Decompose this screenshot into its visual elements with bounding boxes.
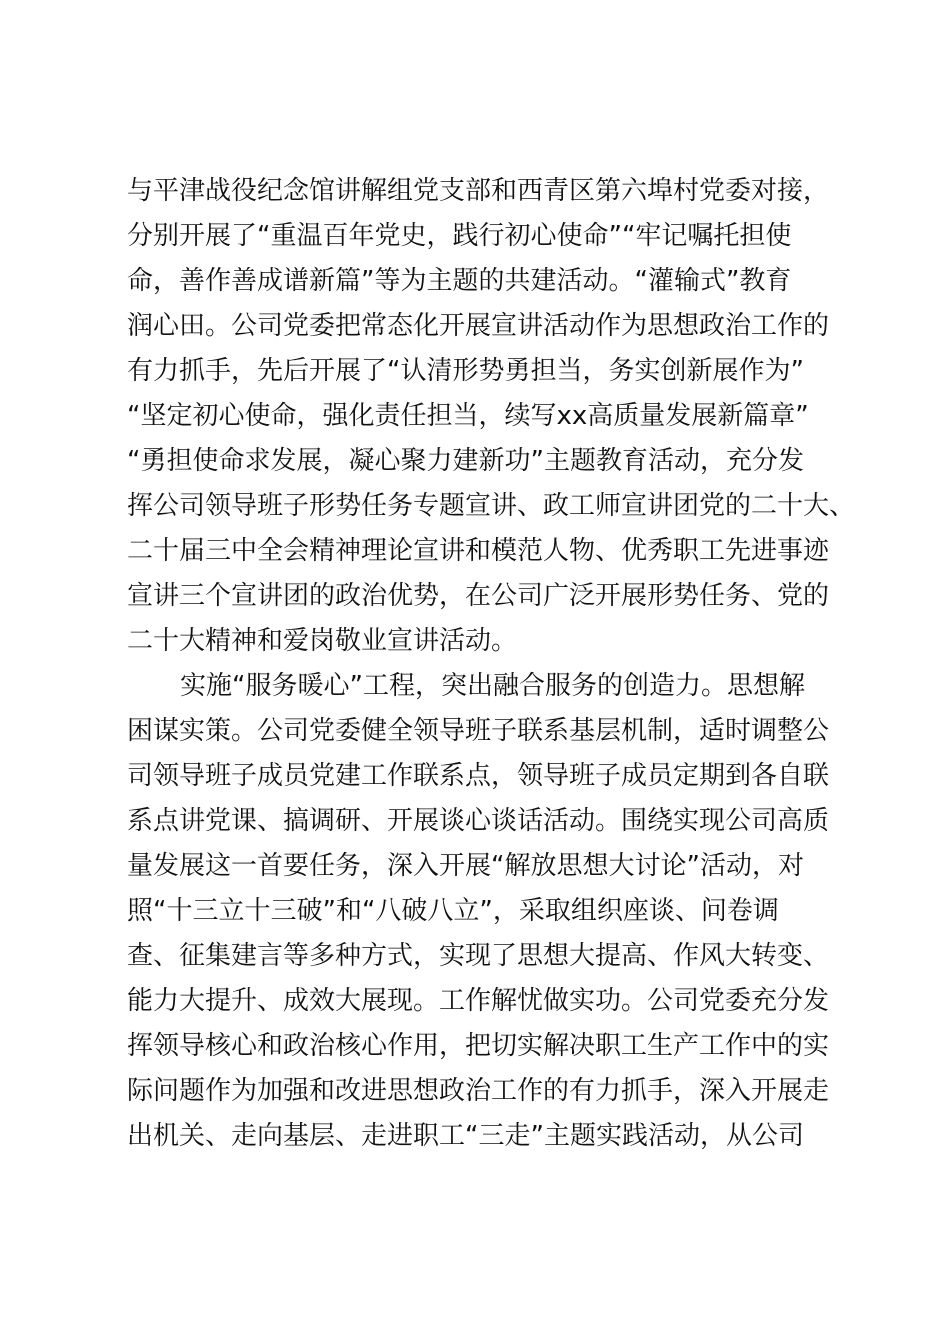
paragraph-2-line: 出机关、走向基层、走进职工“三走”主题实践活动，从公司 [127, 1121, 804, 1151]
paragraph-2-line: 量发展这一首要任务，深入开展“解放思想大讨论”活动，对 [127, 851, 804, 881]
paragraph-1-line: 挥公司领导班子形势任务专题宣讲、政工师宣讲团党的二十大、 [127, 491, 856, 521]
paragraph-1-line: 与平津战役纪念馆讲解组党支部和西青区第六埠村党委对接， [127, 176, 830, 206]
paragraph-2-line: 实施“服务暖心”工程，突出融合服务的创造力。思想解 [180, 671, 805, 701]
paragraph-2-line: 困谋实策。公司党委健全领导班子联系基层机制，适时调整公 [127, 716, 830, 746]
paragraph-1-line: 命，善作善成谱新篇”等为主题的共建活动。“灌输式”教育 [127, 266, 792, 296]
paragraph-2-line: 司领导班子成员党建工作联系点，领导班子成员定期到各自联 [127, 761, 830, 791]
paragraph-2-line: 能力大提升、成效大展现。工作解忧做实功。公司党委充分发 [127, 986, 830, 1016]
paragraph-2-line: 查、征集建言等多种方式，实现了思想大提高、作风大转变、 [127, 941, 830, 971]
paragraph-2-line: 挥领导核心和政治核心作用，把切实解决职工生产工作中的实 [127, 1031, 830, 1061]
paragraph-1-line: 分别开展了“重温百年党史，践行初心使命”“牢记嘱托担使 [127, 221, 792, 251]
paragraph-2-line: 系点讲党课、搞调研、开展谈心谈话活动。围绕实现公司高质 [127, 806, 830, 836]
paragraph-2-line: 际问题作为加强和改进思想政治工作的有力抓手，深入开展走 [127, 1076, 830, 1106]
paragraph-1-line: 二十届三中全会精神理论宣讲和模范人物、优秀职工先进事迹 [127, 536, 830, 566]
paragraph-1-line: 二十大精神和爱岗敬业宣讲活动。 [127, 626, 518, 656]
paragraph-2-line: 照“十三立十三破”和“八破八立”，采取组织座谈、问卷调 [127, 896, 779, 926]
paragraph-1-line: “坚定初心使命，强化责任担当，续写xx高质量发展新篇章” [127, 401, 809, 431]
paragraph-1-line: “勇担使命求发展，凝心聚力建新功”主题教育活动，充分发 [127, 446, 804, 476]
paragraph-1-line: 有力抓手，先后开展了“认清形势勇担当，务实创新展作为” [127, 356, 804, 386]
paragraph-1-line: 润心田。公司党委把常态化开展宣讲活动作为思想政治工作的 [127, 311, 830, 341]
paragraph-1-line: 宣讲三个宣讲团的政治优势，在公司广泛开展形势任务、党的 [127, 581, 830, 611]
